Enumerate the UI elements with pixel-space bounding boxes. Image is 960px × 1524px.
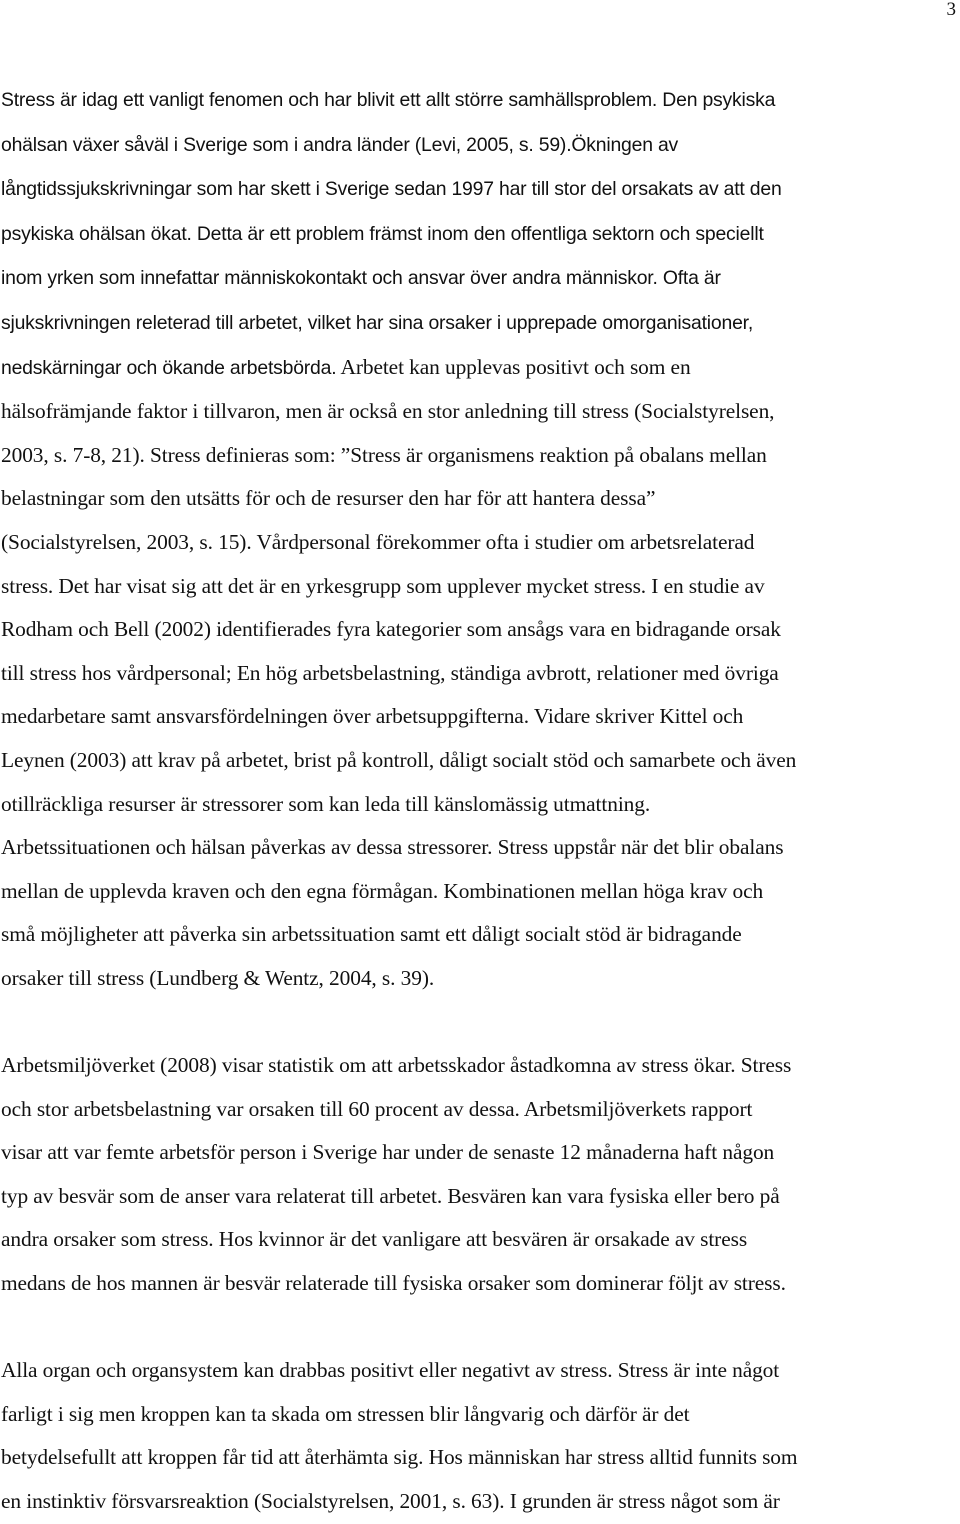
text-line bbox=[1, 1436, 959, 1480]
text-segment: psykiska ohälsan ökat. Detta är ett problem främst inom den offentliga sektorn och speciellt bbox=[1, 222, 764, 245]
text-line bbox=[1, 1175, 959, 1219]
text-line bbox=[1, 1480, 959, 1524]
text-segment: Leynen (2003) att krav på arbetet, brist på kontroll, dåligt socialt stöd och samarbete och även bbox=[1, 747, 797, 772]
text-line bbox=[1, 1131, 959, 1175]
text-segment: Arbetet kan upplevas positivt och som en bbox=[336, 354, 691, 379]
text-line bbox=[1, 167, 959, 212]
text-segment: Arbetssituationen och hälsan påverkas av dessa stressorer. Stress uppstår när det blir obalans bbox=[1, 835, 784, 860]
text-line bbox=[1, 1218, 959, 1262]
text-line bbox=[1, 346, 959, 391]
text-segment: betydelsefullt att kroppen får tid att återhämta sig. Hos människan har stress alltid funnits som bbox=[1, 1445, 798, 1470]
text-segment: belastningar som den utsätts för och de resurser den har för att hantera dessa” bbox=[1, 486, 656, 511]
text-line bbox=[1, 957, 959, 1001]
text-segment: otillräckliga resurser är stressorer som kan leda till känslomässig utmattning. bbox=[1, 791, 651, 816]
text-segment: till stress hos vårdpersonal; En hög arbetsbelastning, ständiga avbrott, relationer med övriga bbox=[1, 660, 779, 685]
text-segment: hälsofrämjande faktor i tillvaron, men är också en stor anledning till stress (Socialstyrelsen, bbox=[1, 399, 775, 424]
text-line bbox=[1, 477, 959, 521]
text-segment: farligt i sig men kroppen kan ta skada om stressen blir långvarig och därför är det bbox=[1, 1401, 690, 1426]
paragraph bbox=[1, 1349, 959, 1523]
text-segment: Rodham och Bell (2002) identifierades fyra kategorier som ansågs vara en bidragande orsak bbox=[1, 617, 781, 642]
text-segment: och stor arbetsbelastning var orsaken till 60 procent av dessa. Arbetsmiljöverkets rapport bbox=[1, 1096, 753, 1121]
text-line bbox=[1, 695, 959, 739]
text-line bbox=[1, 1088, 959, 1132]
body-text bbox=[1, 78, 959, 1524]
text-segment: (Socialstyrelsen, 2003, s. 15). Vårdpersonal förekommer ofta i studier om arbetsrelaterad bbox=[1, 529, 755, 554]
page-number: 3 bbox=[946, 0, 956, 20]
text-segment: medans de hos mannen är besvär relaterade till fysiska orsaker som dominerar följt av stress. bbox=[1, 1271, 786, 1296]
text-segment: sjukskrivningen releterad till arbetet, vilket har sina orsaker i upprepade omorganisationer, bbox=[1, 311, 754, 334]
text-line bbox=[1, 256, 959, 301]
text-line bbox=[1, 1262, 959, 1306]
text-line bbox=[1, 123, 959, 168]
text-segment: Stress är idag ett vanligt fenomen och har blivit ett allt större samhällsproblem. Den psykiska bbox=[1, 89, 776, 111]
paragraph bbox=[1, 1044, 959, 1306]
text-segment: en instinktiv försvarsreaktion (Socialstyrelsen, 2001, s. 63). I grunden är stress något som är bbox=[1, 1489, 780, 1513]
text-line bbox=[1, 1349, 959, 1393]
text-line bbox=[1, 390, 959, 434]
text-segment: små möjligheter att påverka sin arbetssituation samt ett dåligt socialt stöd är bidragande bbox=[1, 922, 742, 947]
text-segment: Arbetsmiljöverket (2008) visar statistik om att arbetsskador åstadkomna av stress ökar. Stress bbox=[1, 1053, 792, 1078]
text-line bbox=[1, 783, 959, 827]
text-line bbox=[1, 826, 959, 870]
text-segment: ohälsan växer såväl i Sverige som i andra länder (Levi, 2005, s. 59).Ökningen av bbox=[1, 133, 679, 156]
text-segment: mellan de upplevda kraven och den egna förmågan. Kombinationen mellan höga krav och bbox=[1, 878, 764, 903]
text-segment: stress. Det har visat sig att det är en yrkesgrupp som upplever mycket stress. I en studie av bbox=[1, 573, 765, 598]
text-segment: andra orsaker som stress. Hos kvinnor är det vanligare att besvären är orsakade av stress bbox=[1, 1227, 748, 1252]
text-segment: långtidssjukskrivningar som har skett i Sverige sedan 1997 har till stor del orsakats av att den bbox=[1, 178, 782, 201]
text-line bbox=[1, 565, 959, 609]
text-segment: Alla organ och organsystem kan drabbas positivt eller negativt av stress. Stress är inte något bbox=[1, 1358, 780, 1383]
text-line bbox=[1, 521, 959, 565]
text-line bbox=[1, 1044, 959, 1088]
text-segment: inom yrken som innefattar människokontakt och ansvar över andra människor. Ofta är bbox=[1, 267, 721, 290]
text-line bbox=[1, 301, 959, 346]
text-line bbox=[1, 608, 959, 652]
text-segment: 2003, s. 7-8, 21). Stress definieras som: ”Stress är organismens reaktion på obalans mellan bbox=[1, 442, 767, 467]
text-segment: nedskärningar och ökande arbetsbörda. bbox=[1, 356, 337, 379]
text-segment: orsaker till stress (Lundberg & Wentz, 2004, s. 39). bbox=[1, 965, 435, 990]
text-segment: visar att var femte arbetsför person i Sverige har under de senaste 12 månaderna haft någon bbox=[1, 1140, 775, 1165]
text-line bbox=[1, 1393, 959, 1437]
text-line bbox=[1, 212, 959, 257]
text-line bbox=[1, 652, 959, 696]
text-line bbox=[1, 78, 959, 123]
text-line bbox=[1, 739, 959, 783]
text-line bbox=[1, 870, 959, 914]
text-segment: medarbetare samt ansvarsfördelningen över arbetsuppgifterna. Vidare skriver Kittel och bbox=[1, 704, 744, 729]
text-segment: typ av besvär som de anser vara relaterat till arbetet. Besvären kan vara fysiska eller bero på bbox=[1, 1183, 780, 1208]
paragraph bbox=[1, 78, 959, 1000]
text-line bbox=[1, 913, 959, 957]
text-line bbox=[1, 434, 959, 478]
